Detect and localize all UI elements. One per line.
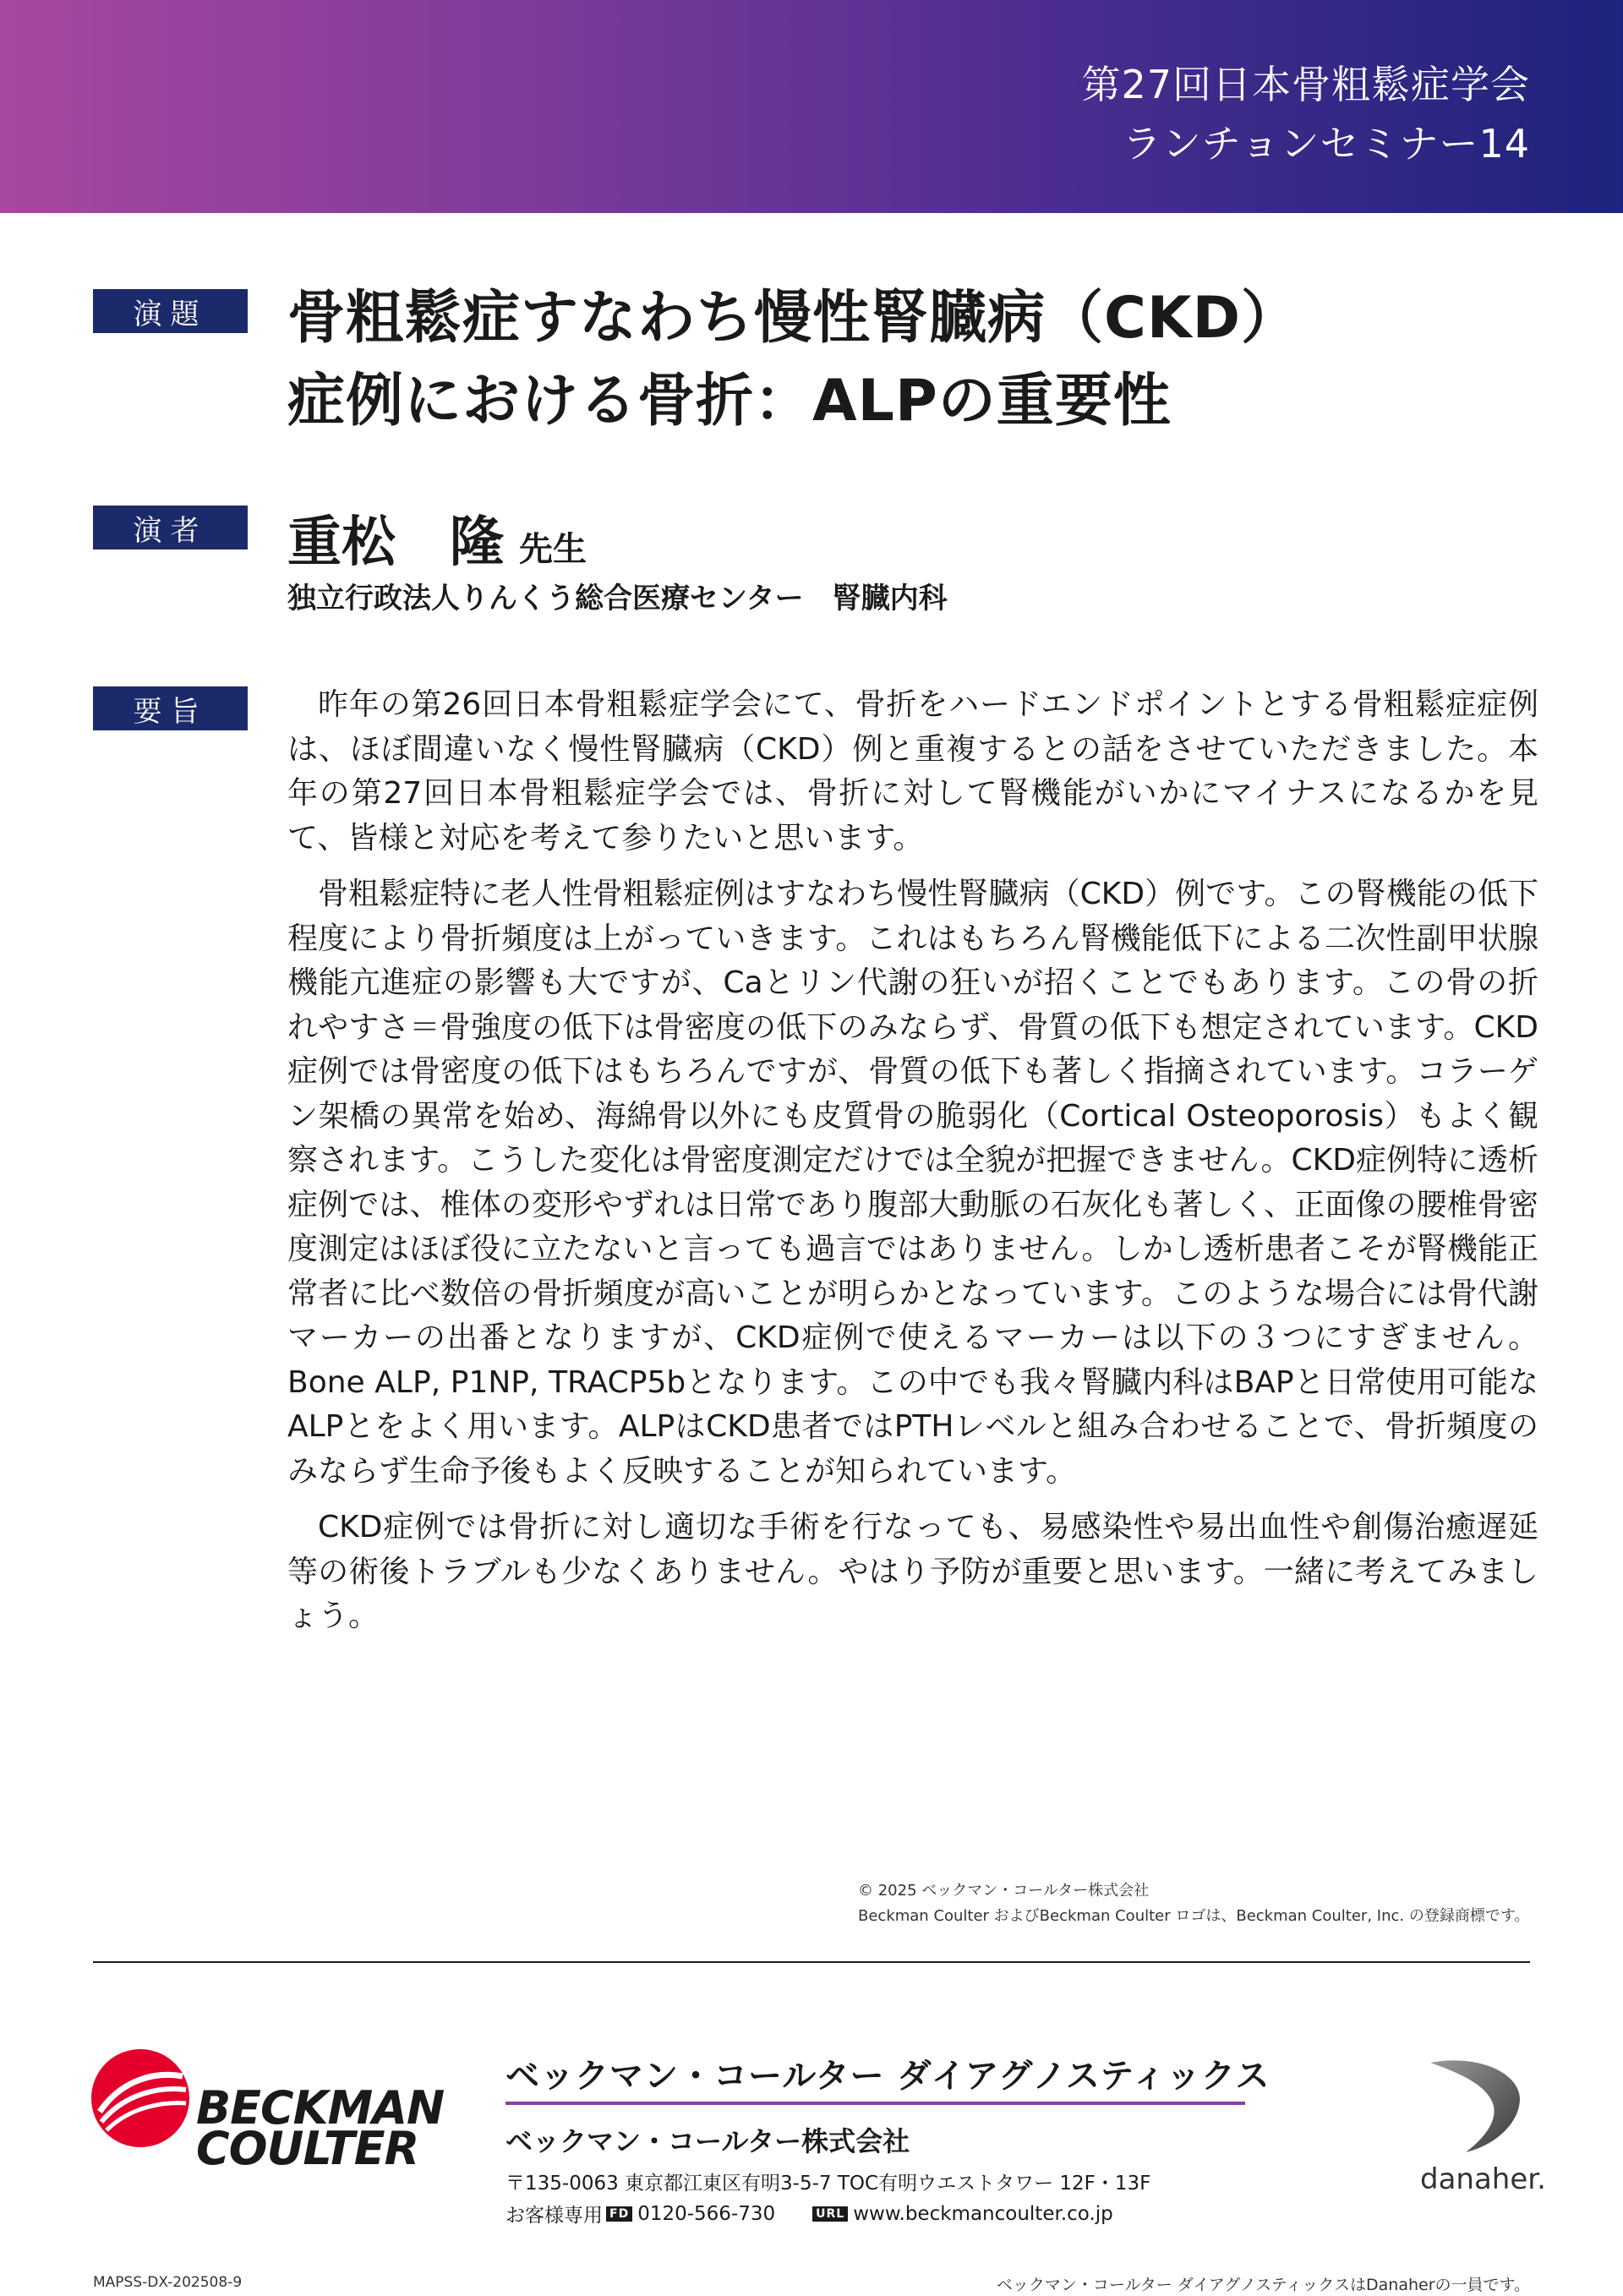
footer-divider <box>93 1961 1530 1963</box>
beckman-coulter-logo-icon <box>88 2046 193 2151</box>
label-topic: 演題 <box>93 289 248 333</box>
company-address: 〒135-0063 東京都江東区有明3-5-7 TOC有明ウエストタワー 12F・13F <box>505 2173 1151 2195</box>
speaker-name <box>287 499 587 577</box>
website-link[interactable]: www.beckmancoulter.co.jp <box>853 2202 1113 2225</box>
title-line-1: 骨粗鬆症すなわち慢性腎臓病（CKD） <box>287 285 1300 352</box>
title-line-2: 症例における骨折：ALPの重要性 <box>287 368 1172 435</box>
abstract-body <box>287 683 1538 1651</box>
abstract-paragraph-1: 昨年の第26回日本骨粗鬆症学会にて、骨折をハードエンドポイントとする骨粗鬆症症例は、ほぼ間違いなく慢性腎臓病（CKD）例と重複するとの話をさせていただきました。本年の第27回日本骨粗鬆症学会では、骨折に対して腎機能がいかにマイナスになるかを見て、皆様と対応を考えて参りたいと思います。 <box>287 687 1538 856</box>
url-icon: URL <box>812 2206 848 2222</box>
speaker-honorific: 先生 <box>519 530 587 569</box>
logo-wordmark-line-2: COULTER <box>196 2122 419 2175</box>
speaker-name-text: 重松 隆 <box>287 511 504 574</box>
free-dial-icon: FD <box>606 2206 632 2222</box>
copyright-line-1: © 2025 ベックマン・コールター株式会社 <box>858 1882 1150 1900</box>
copyright-notice <box>858 1878 1529 1929</box>
document-code: MAPSS-DX-202508-9 <box>93 2274 243 2291</box>
conference-name: 第27回日本骨粗鬆症学会 <box>1081 62 1530 107</box>
label-speaker: 演者 <box>93 506 248 549</box>
header-banner <box>0 0 1623 213</box>
abstract-paragraph-3: CKD症例では骨折に対し適切な手術を行なっても、易感染性や易出血性や創傷治癒遅延等の術後トラブルも少なくありません。やはり予防が重要と思います。一緒に考えてみましょう。 <box>287 1510 1538 1633</box>
speaker-affiliation: 独立行政法人りんくう総合医療センター 腎臓内科 <box>287 582 948 615</box>
danaher-wordmark: danaher. <box>1420 2162 1546 2196</box>
copyright-line-2: Beckman Coulter およびBeckman Coulter ロゴは、Beckman Coulter, Inc. の登録商標です。 <box>858 1907 1530 1925</box>
customer-label: お客様専用 <box>505 2205 603 2227</box>
company-underline <box>505 2102 1245 2105</box>
danaher-logo-icon <box>1425 2054 1527 2156</box>
abstract-paragraph-2: 骨粗鬆症特に老人性骨粗鬆症例はすなわち慢性腎臓病（CKD）例です。この腎機能の低下程度により骨折頻度は上がっていきます。これはもちろん腎機能低下による二次性副甲状腺機能亢進症の影響も大ですが、Caとリン代謝の狂いが招くことでもあります。この骨の折れやすさ＝骨強度の低下は骨密度の低下のみならず、骨質の低下も想定されています。CKD症例では骨密度の低下はもちろんですが、骨質の低下も著しく指摘されています。コラーゲン架橋の異常を始め、海綿骨以外にも皮質骨の脆弱化（Cortical Osteoporosis）もよく観察されます。こうした変化は骨密度測定だけでは全貌が把握できません。CKD症例特に透析症例では、椎体の変形やずれは日常であり腹部大動脈の石灰化も著しく、正面像の腰椎骨密度測定はほぼ役に立たないと言っても過言ではありません。しかし透析患者こそが腎機能正常者に比べ数倍の骨折頻度が高いことが明らかとなっています。このような場合には骨代謝マーカーの出番となりますが、CKD症例で使えるマーカーは以下の３つにすぎません。Bone ALP, P1NP, TRACP5bとなります。この中でも我々腎臓内科はBAPと日常使用可能なALPとをよく用います。ALPはCKD患者ではPTHレベルと組み合わせることで、骨折頻度のみならず生命予後もよく反映することが知られています。 <box>287 877 1538 1489</box>
contact-line <box>505 2200 1113 2228</box>
seminar-number: ランチョンセミナー14 <box>1122 121 1530 167</box>
label-summary: 要旨 <box>93 686 248 730</box>
phone-number: 0120-566-730 <box>637 2202 776 2225</box>
logo-wordmark-line-1: BECKMAN <box>196 2081 445 2135</box>
danaher-membership-note: ベックマン・コールター ダイアグノスティックスはDanaherの一員です。 <box>996 2276 1530 2294</box>
company-legal-name: ベックマン・コールター株式会社 <box>505 2125 910 2157</box>
company-division-name: ベックマン・コールター ダイアグノスティックス <box>505 2057 1271 2096</box>
